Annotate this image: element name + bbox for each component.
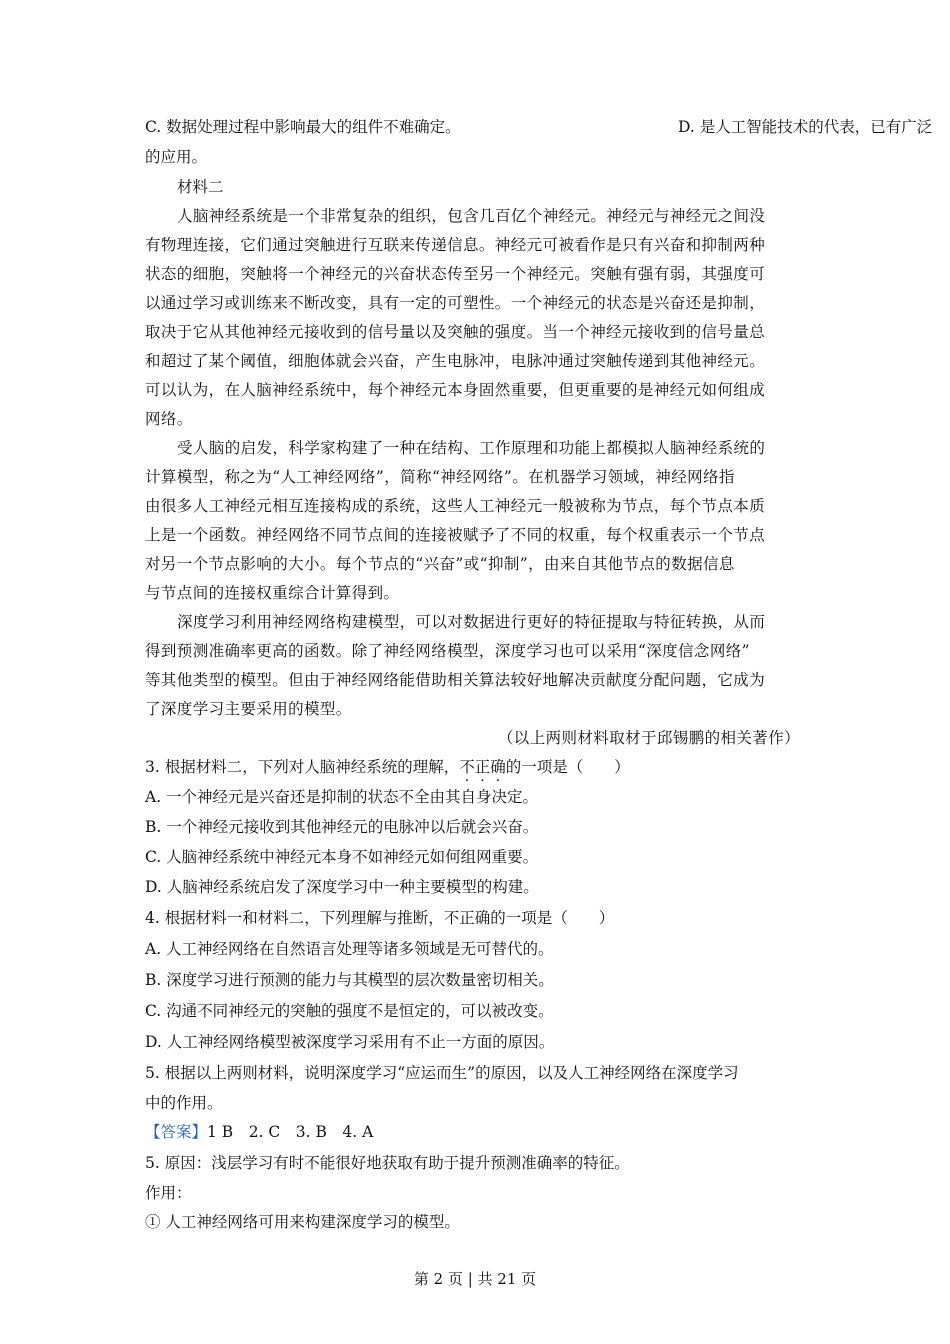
answer-line <box>145 1122 373 1142</box>
question-4-option-c: C. 沟通不同神经元的突触的强度不是恒定的，可以被改变。 <box>145 1002 554 1020</box>
question-4-option-d: D. 人工神经网络模型被深度学习采用有不止一方面的原因。 <box>145 1033 555 1051</box>
question-3-option-b: B. 一个神经元接收到其他神经元的电脉冲以后就会兴奋。 <box>145 818 539 836</box>
paragraph-line: 以通过学习或训练来不断改变，具有一定的可塑性。一个神经元的状态是兴奋还是抑制， <box>145 294 766 312</box>
question-4-option-a: A. 人工神经网络在自然语言处理等诸多领域是无可替代的。 <box>145 940 554 958</box>
emphasis-char: 确 <box>490 758 506 776</box>
question-5-stem-cont: 中的作用。 <box>145 1094 223 1112</box>
question-3-stem-pre: 3. 根据材料二，下列对人脑神经系统的理解， <box>145 758 460 776</box>
paragraph-line: 有物理连接，它们通过突触进行互联来传递信息。神经元可被看作是只有兴奋和抑制两种 <box>145 236 766 254</box>
question-3-option-c: C. 人脑神经系统中神经元本身不如神经元如何组网重要。 <box>145 848 539 866</box>
paragraph-line: 人脑神经系统是一个非常复杂的组织，包含几百亿个神经元。神经元与神经元之间没 <box>177 207 766 225</box>
question-3-stem <box>145 757 630 777</box>
question-3-option-a: A. 一个神经元是兴奋还是抑制的状态不全由其自身决定。 <box>145 788 539 806</box>
answer-role-1: ① 人工神经网络可用来构建深度学习的模型。 <box>145 1213 460 1231</box>
paragraph-line: 与节点间的连接权重综合计算得到。 <box>145 584 400 602</box>
paragraph-line: 可以认为，在人脑神经系统中，每个神经元本身固然重要，但更重要的是神经元如何组成 <box>145 381 766 399</box>
question-3-stem-post: 的一项是（ ） <box>505 758 630 776</box>
question-4-option-b: B. 深度学习进行预测的能力与其模型的层次数量密切相关。 <box>145 971 554 989</box>
paragraph-line: 等其他类型的模型。但由于神经网络能借助相关算法较好地解决贡献度分配问题，它成为 <box>145 671 766 689</box>
paragraph-line: 了深度学习主要采用的模型。 <box>145 700 352 718</box>
paragraph-line: 得到预测准确率更高的函数。除了神经网络模型，深度学习也可以采用“深度信念网络” <box>145 642 750 660</box>
paragraph-line: 和超过了某个阈值，细胞体就会兴奋，产生电脉冲，电脉冲通过突触传递到其他神经元。 <box>145 352 766 370</box>
answer-role-label: 作用： <box>145 1184 192 1202</box>
option-d-cont: 的应用。 <box>145 148 208 166</box>
paragraph-line: 取决于它从其他神经元接收到的信号量以及突触的强度。当一个神经元接收到的信号量总 <box>145 323 766 341</box>
emphasis-char: 不 <box>459 758 475 776</box>
paragraph-line: 受人脑的启发，科学家构建了一种在结构、工作原理和功能上都模拟人脑神经系统的 <box>177 439 766 457</box>
question-4-stem: 4. 根据材料一和材料二，下列理解与推断，不正确的一项是（ ） <box>145 909 615 927</box>
paragraph-line: 计算模型，称之为“人工神经网络”，简称“神经网络”。在机器学习领域，神经网络指 <box>145 468 735 486</box>
question-3-option-d: D. 人脑神经系统启发了深度学习中一种主要模型的构建。 <box>145 878 539 896</box>
option-c-text: C. 数据处理过程中影响最大的组件不难确定。 <box>145 118 461 136</box>
material-heading: 材料二 <box>177 178 224 196</box>
paragraph-line: 深度学习利用神经网络构建模型，可以对数据进行更好的特征提取与特征转换，从而 <box>177 613 766 631</box>
emphasis-char: 正 <box>474 758 491 776</box>
paragraph-line: 状态的细胞，突触将一个神经元的兴奋状态传至另一个神经元。突触有强有弱，其强度可 <box>145 265 766 283</box>
paragraph-line: 对另一个节点影响的大小。每个节点的“兴奋”或“抑制”，由来自其他节点的数据信息 <box>145 555 735 573</box>
page-footer: 第 2 页 | 共 21 页 <box>413 1270 537 1288</box>
question-5-stem: 5. 根据以上两则材料，说明深度学习“应运而生”的原因，以及人工神经网络在深度学习 <box>145 1064 739 1082</box>
answer-tag: 【答案】 <box>145 1123 208 1141</box>
answer-values: 1 B 2. C 3. B 4. A <box>207 1123 374 1141</box>
option-c-prev <box>145 117 933 137</box>
material-source: （以上两则材料取材于邱锡鹏的相关著作） <box>497 729 800 747</box>
paragraph-line: 网络。 <box>145 410 193 428</box>
option-d-text: D. 是人工智能技术的代表，已有广泛 <box>678 118 933 136</box>
answer-reason: 5. 原因：浅层学习有时不能很好地获取有助于提升预测准确率的特征。 <box>145 1154 630 1172</box>
paragraph-line: 由很多人工神经元相互连接构成的系统，这些人工神经元一般被称为节点，每个节点本质 <box>145 497 766 515</box>
paragraph-line: 上是一个函数。神经网络不同节点间的连接被赋予了不同的权重，每个权重表示一个节点 <box>145 526 766 544</box>
